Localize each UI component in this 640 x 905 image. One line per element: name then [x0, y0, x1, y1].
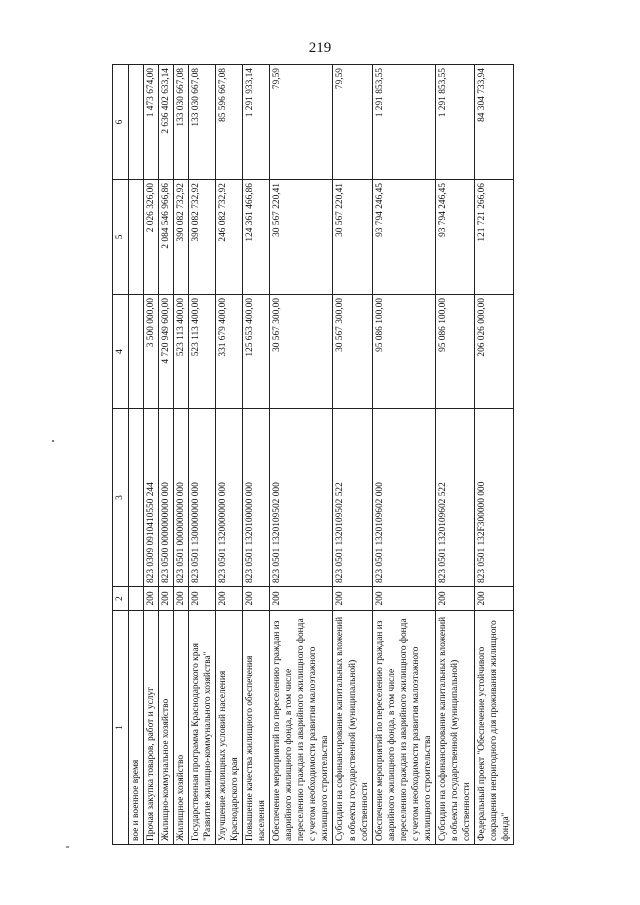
row-column6-cell: 2 636 402 633,14 — [159, 65, 174, 180]
header-cell: 4 — [113, 295, 129, 409]
row-column2-cell: 200 — [174, 587, 189, 611]
table-row — [189, 65, 216, 845]
row-name-cell: Жилищно-коммунальное хозяйство — [159, 611, 174, 845]
row-name-cell: Повышение качества жилищного обеспечения населения — [243, 611, 270, 845]
table-row — [144, 65, 159, 845]
row-column6-cell: 84 304 733,94 — [474, 65, 513, 180]
row-column2-cell: 200 — [243, 587, 270, 611]
row-column5-cell: 93 794 246,45 — [372, 180, 435, 295]
table-row — [159, 65, 174, 845]
row-column6-cell: 133 030 667,08 — [174, 65, 189, 180]
header-row — [113, 65, 129, 845]
row-name-cell: Жилищное хозяйство — [174, 611, 189, 845]
row-code-cell: 823 0501 1320000000 000 — [216, 409, 243, 587]
row-code-cell: 823 0501 132F300000 000 — [474, 409, 513, 587]
row-column2-cell: 200 — [333, 587, 372, 611]
row-column5-cell: 30 567 220,41 — [333, 180, 372, 295]
rotated-table-container — [112, 65, 595, 845]
row-column5-cell: 246 082 732,92 — [216, 180, 243, 295]
row-column5-cell: 390 082 732,92 — [174, 180, 189, 295]
row-column6-cell — [129, 65, 144, 180]
row-column5-cell: 121 721 266,06 — [474, 180, 513, 295]
row-column4-cell: 125 653 400,00 — [243, 295, 270, 409]
row-code-cell: 823 0501 1320109502 522 — [333, 409, 372, 587]
row-column6-cell: 1 291 853,55 — [435, 65, 474, 180]
table-row — [129, 65, 144, 845]
row-name-cell: Субсидии на софинансирование капитальных вложений в объекты государственной (муниципальной) собственности — [333, 611, 372, 845]
row-name-cell: Улучшение жилищных условий населения Краснодарского края — [216, 611, 243, 845]
table-row — [372, 65, 435, 845]
scan-speck — [66, 846, 69, 848]
row-name-cell: вое и военное время — [129, 611, 144, 845]
row-code-cell — [129, 409, 144, 587]
table-row — [174, 65, 189, 845]
row-column6-cell: 79,59 — [270, 65, 333, 180]
header-cell: 2 — [113, 587, 129, 611]
row-column4-cell: 30 567 300,00 — [270, 295, 333, 409]
row-column6-cell: 1 291 933,14 — [243, 65, 270, 180]
table-row — [435, 65, 474, 845]
table-row — [333, 65, 372, 845]
row-name-cell: Федеральный проект "Обеспечение устойчивого сокращения непригодного для проживания жилищного фонда" — [474, 611, 513, 845]
table-row — [270, 65, 333, 845]
row-code-cell: 823 0501 1320109602 000 — [372, 409, 435, 587]
row-column5-cell: 2 026 326,00 — [144, 180, 159, 295]
row-code-cell: 823 0500 0000000000 000 — [159, 409, 174, 587]
row-column6-cell: 1 473 674,00 — [144, 65, 159, 180]
row-column2-cell: 200 — [189, 587, 216, 611]
row-name-cell: Государственная программа Краснодарского края "Развитие жилищно-коммунального хозяйства" — [189, 611, 216, 845]
budget-table — [112, 64, 514, 845]
row-column4-cell: 331 679 400,00 — [216, 295, 243, 409]
row-column5-cell — [129, 180, 144, 295]
row-column6-cell: 79,59 — [333, 65, 372, 180]
row-column5-cell: 390 082 732,92 — [189, 180, 216, 295]
row-column2-cell: 200 — [474, 587, 513, 611]
header-cell: 1 — [113, 611, 129, 845]
row-name-cell: Субсидии на софинансирование капитальных вложений в объекты государственной (муниципальной) собственности — [435, 611, 474, 845]
header-cell: 5 — [113, 180, 129, 295]
row-name-cell: Прочая закупка товаров, работ и услуг — [144, 611, 159, 845]
row-code-cell: 823 0309 0910410550 244 — [144, 409, 159, 587]
row-column4-cell: 3 500 000,00 — [144, 295, 159, 409]
page-number: 219 — [308, 40, 332, 56]
header-cell: 6 — [113, 65, 129, 180]
row-column2-cell: 200 — [435, 587, 474, 611]
row-name-cell: Обеспечение мероприятий по переселению граждан из аварийного жилищного фонда, в том числе переселению граждан из аварийного жилищного фонда с учетом необходимости развития малоэтажного жилищного строительства — [372, 611, 435, 845]
row-code-cell: 823 0501 0000000000 000 — [174, 409, 189, 587]
row-column2-cell: 200 — [144, 587, 159, 611]
row-column4-cell — [129, 295, 144, 409]
row-column4-cell: 95 086 100,00 — [372, 295, 435, 409]
row-column2-cell: 200 — [372, 587, 435, 611]
row-column4-cell: 4 720 949 600,00 — [159, 295, 174, 409]
budget-table-body — [113, 65, 514, 845]
row-column5-cell: 93 794 246,45 — [435, 180, 474, 295]
row-column4-cell: 30 567 300,00 — [333, 295, 372, 409]
row-column2-cell: 200 — [216, 587, 243, 611]
row-column2-cell: 200 — [159, 587, 174, 611]
table-row — [474, 65, 513, 845]
row-code-cell: 823 0501 1320100000 000 — [243, 409, 270, 587]
row-column6-cell: 133 030 667,08 — [189, 65, 216, 180]
row-code-cell: 823 0501 1320109502 000 — [270, 409, 333, 587]
table-row — [243, 65, 270, 845]
row-column4-cell: 206 026 000,00 — [474, 295, 513, 409]
header-cell: 3 — [113, 409, 129, 587]
scan-speck — [52, 440, 54, 442]
row-column4-cell: 523 113 400,00 — [189, 295, 216, 409]
row-code-cell: 823 0501 1300000000 000 — [189, 409, 216, 587]
row-code-cell: 823 0501 1320109602 522 — [435, 409, 474, 587]
row-column2-cell: 200 — [270, 587, 333, 611]
row-column5-cell: 2 084 546 966,86 — [159, 180, 174, 295]
row-column4-cell: 95 086 100,00 — [435, 295, 474, 409]
table-row — [216, 65, 243, 845]
row-column2-cell — [129, 587, 144, 611]
row-column5-cell: 30 567 220,41 — [270, 180, 333, 295]
row-column6-cell: 85 596 667,08 — [216, 65, 243, 180]
row-name-cell: Обеспечение мероприятий по переселению граждан из аварийного жилищного фонда, в том числе переселению граждан из аварийного жилищного фонда с учетом необходимости развития малоэтажного жилищного строительства — [270, 611, 333, 845]
row-column5-cell: 124 361 466,86 — [243, 180, 270, 295]
row-column6-cell: 1 291 853,55 — [372, 65, 435, 180]
row-column4-cell: 523 113 400,00 — [174, 295, 189, 409]
